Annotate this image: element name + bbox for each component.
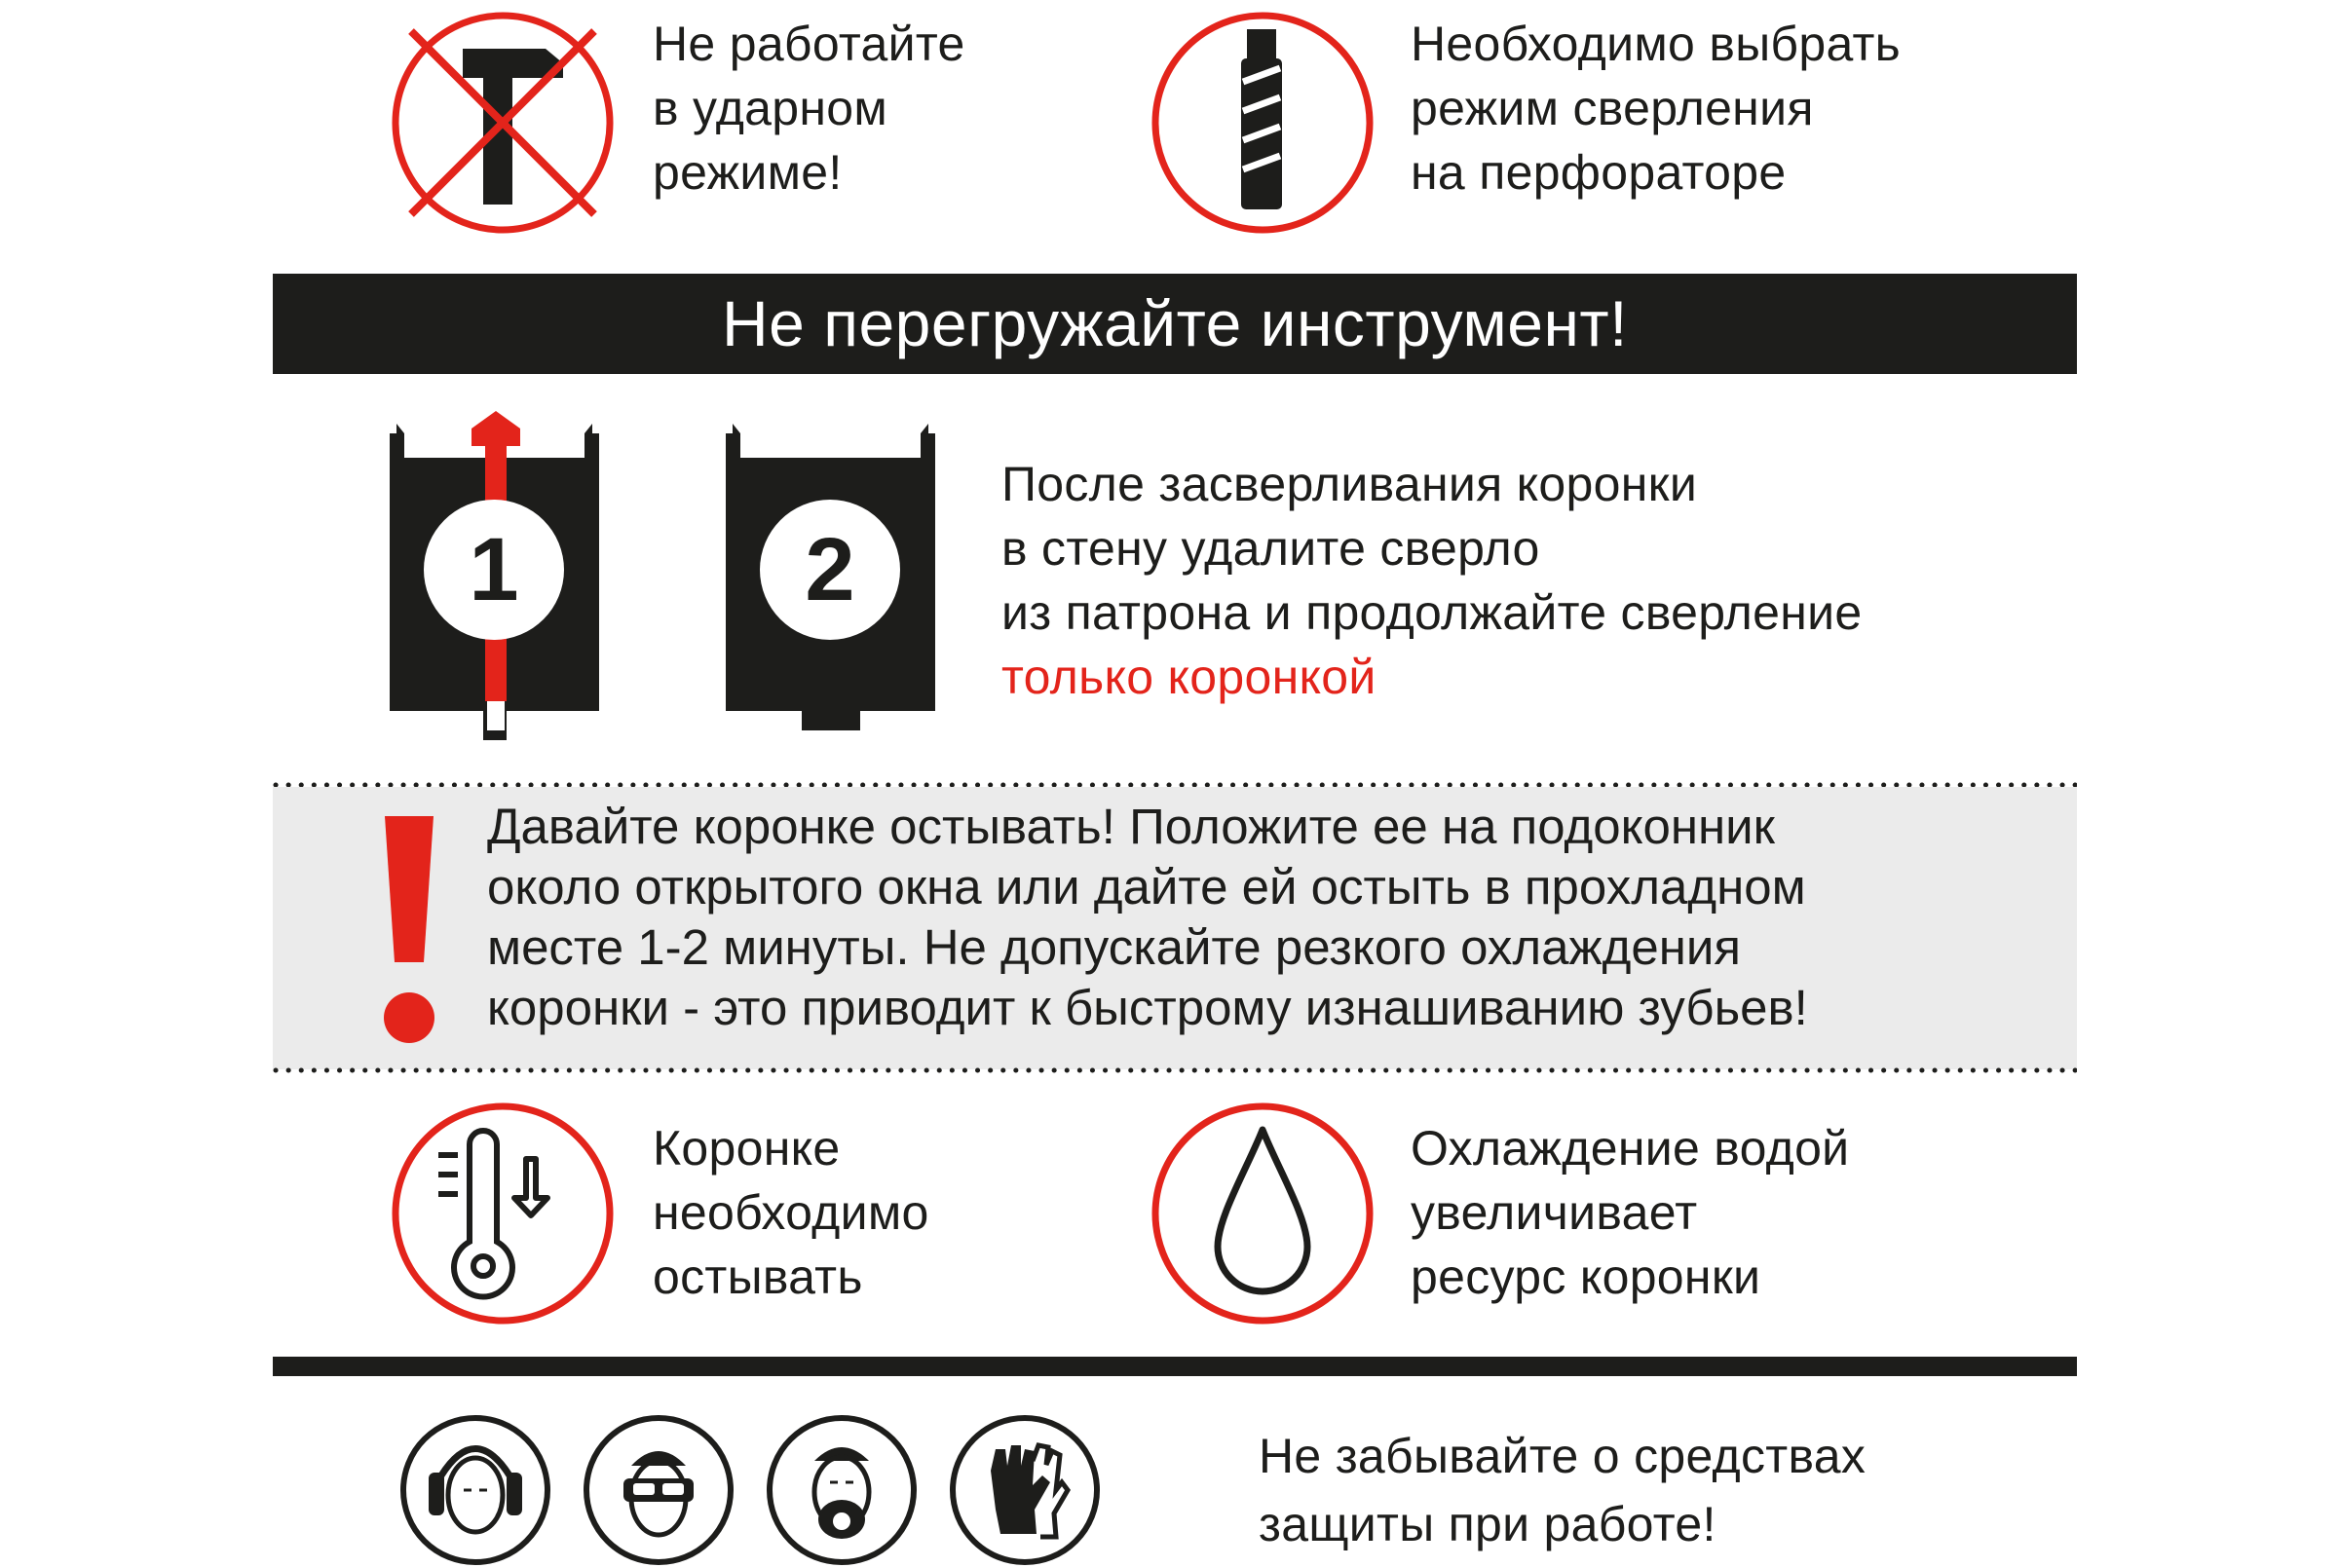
thermometer-down-icon — [390, 1101, 616, 1326]
step2-number: 2 — [805, 520, 855, 619]
hammer-crossed-icon — [390, 10, 616, 236]
dotted-divider-bottom — [273, 1067, 2077, 1073]
step1-number: 1 — [469, 520, 519, 619]
banner-title: Не перегружайте инструмент! — [273, 274, 2077, 374]
ear-protection-icon — [397, 1412, 553, 1568]
gloves-icon — [947, 1412, 1103, 1568]
safety-glasses-icon — [581, 1412, 736, 1568]
respirator-icon — [764, 1412, 920, 1568]
drill-bit-icon — [1150, 10, 1376, 236]
water-cooling-text: Охлаждение водой увеличивает ресурс коронки — [1411, 1121, 1850, 1304]
drill-mode-text: Необходимо выбрать режим сверления на перфораторе — [1411, 17, 1902, 200]
steps-text: После засверливания коронки в стену удалите сверло из патрона и продолжайте сверление только коронкой — [1001, 452, 1863, 709]
crown-with-drill-icon — [390, 409, 614, 740]
water-drop-icon — [1150, 1101, 1376, 1326]
exclamation-icon — [375, 816, 443, 1045]
note-text: Давайте коронке остывать! Положите ее на подоконник около открытого окна или дайте ей остыть в прохладном месте 1-2 минуты. Не допускайте резкого охлаждения коронки - это приводит к быстрому изнашиванию зубьев! — [487, 799, 1808, 1035]
cool-down-text: Коронке необходимо остывать — [653, 1121, 929, 1304]
protection-text: Не забывайте о средствах защиты при работе! — [1259, 1429, 1867, 1551]
crown-without-drill-icon — [726, 409, 950, 740]
no-impact-text: Не работайте в ударном режиме! — [653, 17, 965, 200]
steps-highlight: только коронкой — [1001, 650, 1376, 704]
section-divider — [273, 1357, 2077, 1376]
